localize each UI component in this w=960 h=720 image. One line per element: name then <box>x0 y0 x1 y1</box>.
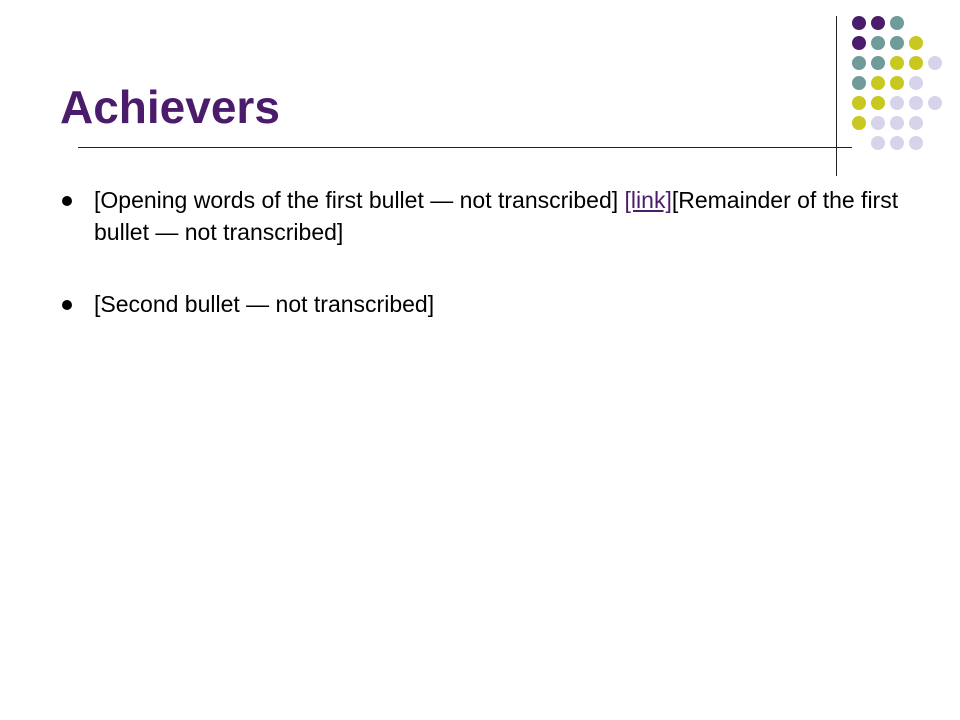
decorative-dot <box>871 16 885 30</box>
decorative-dot <box>852 96 866 110</box>
decorative-dot <box>890 16 904 30</box>
link[interactable]: [link] <box>624 187 672 213</box>
bullet-item-1 <box>60 184 900 248</box>
decorative-dot <box>871 96 885 110</box>
decorative-dot <box>871 136 885 150</box>
decorative-dot <box>852 76 866 90</box>
bullet-item-2 <box>60 288 900 320</box>
decorative-dot <box>852 16 866 30</box>
decorative-dot <box>871 116 885 130</box>
bullet-1-text-end: [Remainder of the first bullet — not transcribed] <box>94 187 899 246</box>
decorative-dot <box>871 56 885 70</box>
decorative-dot <box>890 96 904 110</box>
decorative-dot <box>852 116 866 130</box>
bullet-icon <box>62 300 72 310</box>
decorative-dot <box>909 36 923 50</box>
bullet-list <box>60 184 900 361</box>
title-divider <box>78 147 852 148</box>
bullet-2-text: [Second bullet — not transcribed] <box>94 291 435 318</box>
decorative-dot <box>890 36 904 50</box>
slide-title: Achievers <box>60 81 280 133</box>
decorative-dot <box>852 56 866 70</box>
decorative-dot <box>890 76 904 90</box>
decorative-dot <box>909 136 923 150</box>
decorative-dot <box>909 96 923 110</box>
vertical-divider <box>836 16 837 176</box>
decorative-dot <box>909 76 923 90</box>
decorative-dot <box>871 76 885 90</box>
decorative-dot <box>871 36 885 50</box>
decorative-dot <box>890 116 904 130</box>
decorative-dot <box>928 56 942 70</box>
decorative-dot <box>890 136 904 150</box>
decorative-dot-grid <box>852 16 940 156</box>
decorative-dot <box>928 96 942 110</box>
bullet-icon <box>62 196 72 206</box>
bullet-1-text-start: [Opening words of the first bullet — not transcribed] <box>94 187 619 213</box>
decorative-dot <box>909 56 923 70</box>
decorative-dot <box>890 56 904 70</box>
decorative-dot <box>909 116 923 130</box>
decorative-dot <box>852 36 866 50</box>
